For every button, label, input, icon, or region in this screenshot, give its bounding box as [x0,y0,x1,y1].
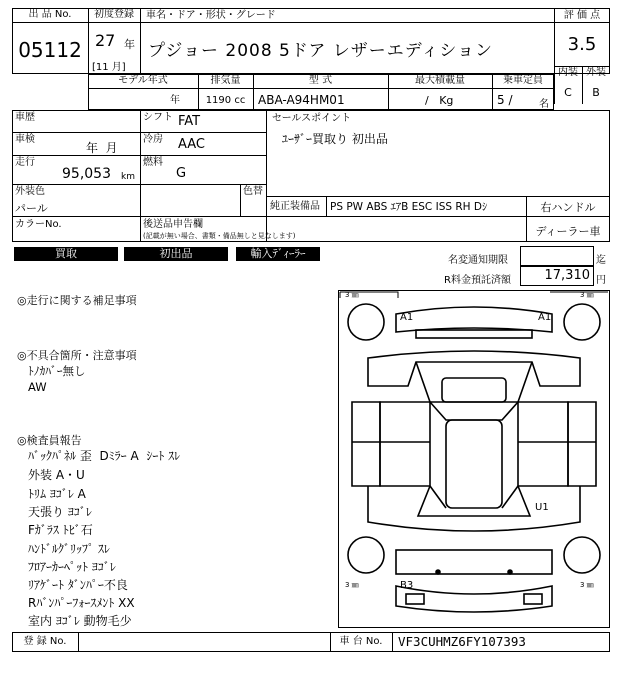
vehicle-label: 車名・ドア・形状・グレード [146,10,276,21]
equipment-label: 純正装備品 [270,201,320,212]
inspector-heading: ◎検査員報告 [17,434,82,447]
history-label: 車歴 [15,112,35,123]
inspector-item: ﾌﾛｱｰｶｰﾍﾟｯﾄ ﾖｺﾞﾚ [28,560,116,574]
capacity-label: 乗車定員 [503,75,543,86]
inspector-item: Rﾊﾞﾝﾊﾟｰﾌｫｰｽﾒﾝﾄ XX [28,596,135,610]
recycle-unit: 円 [596,275,606,286]
damage-mark: B3 [400,580,414,591]
steering-value: 右ハンドル [540,201,596,214]
mileage-unit: km [121,172,135,182]
tag-first-listing: 初出品 [124,247,228,261]
capacity-unit: 名 [539,99,549,110]
ext-color-label: 外装色 [15,186,45,197]
first-reg-month: [11 月] [92,62,126,73]
tire-depth-rl: 3 ㎜ [345,581,359,589]
inspection-label: 車検 [15,134,35,145]
defect-item: ﾄﾉｶﾊﾞｰ無し [28,364,86,378]
exterior-grade: B [592,86,600,99]
max-load-label: 最大積載量 [415,75,465,86]
name-change-label: 名変通知期限 [448,255,508,266]
interior-grade: C [564,86,572,99]
interior-label: 内装 [558,67,578,78]
tire-front-right [550,292,608,340]
model-code-label: 型 式 [308,75,333,86]
lot-label: 出 品 No. [28,9,72,20]
model-year-value: 年 [170,95,180,106]
lot-number: 05112 [18,38,82,62]
vehicle-name: プジョー 2008 5ドア レザーエディション [148,41,494,61]
inspector-item: 室内 ﾖｺﾞﾚ 動物毛少 [28,614,132,628]
front-bumper [396,307,552,332]
inspector-item: ﾊﾞｯｸﾊﾟﾈﾙ 歪 Dﾐﾗｰ A ｼｰﾄ ｽﾚ [28,449,181,463]
inspector-item: ﾘｱｹﾞｰﾄ ﾀﾞﾝﾊﾟｰ不良 [28,578,128,592]
capacity-value: 5 / [497,93,513,107]
chassis-value: VF3CUHMZ6FY107393 [398,634,526,649]
color-no-label: カラーNo. [15,219,62,230]
damage-mark: U1 [535,502,549,513]
damage-mark: A1 [400,312,414,323]
first-reg-year-unit: 年 [124,38,135,51]
exterior-label: 外装 [586,67,606,78]
displacement-label: 排気量 [210,75,241,86]
name-change-box [520,246,594,266]
tag-purchase: 買取 [14,247,118,261]
max-load-value: / Kg [425,94,454,107]
model-code-value: ABA-A94HM01 [258,93,345,107]
score-label: 評 価 点 [563,10,601,21]
color-change-label: 色替 [243,186,263,197]
mileage-label: 走行 [15,157,35,168]
name-change-unit: 迄 [596,255,606,266]
tire-depth-rr: 3 ㎜ [580,581,594,589]
docs-label: 後送品申告欄 [143,219,203,230]
inspector-item: ﾊﾝﾄﾞﾙｸﾞﾘｯﾌﾟ ｽﾚ [28,542,110,556]
ac-value: AAC [178,137,205,152]
fuel-value: G [176,166,187,181]
first-reg-year: 27 [95,31,116,50]
reg-no-label: 登 録 No. [23,636,67,647]
fuel-label: 燃料 [143,157,163,168]
chassis-label: 車 台 No. [339,636,383,647]
inspection-value: 年 月 [86,141,118,155]
score-value: 3.5 [567,34,597,55]
inspector-item: Fｶﾞﾗｽ ﾄﾋﾞ石 [28,523,93,537]
defects-heading: ◎不具合箇所・注意事項 [17,349,137,362]
sales-point-label: セールスポイント [272,113,352,124]
equipment-value: PS PW ABS ｴｱB ESC ISS RH Dｼ [330,201,488,213]
recycle-value: 17,310 [544,268,590,283]
tire-rear-left [348,537,384,573]
tag-import-dealer: 輸入ﾃﾞｨｰﾗｰ [236,247,320,261]
model-year-label: モデル年式 [118,75,168,86]
tire-depth-fl: 3 ㎜ [345,291,359,299]
driving-heading: ◎走行に関する補足事項 [17,294,137,307]
sales-point-value: ﾕｰｻﾞｰ買取り 初出品 [282,132,388,146]
defect-item: AW [28,380,47,394]
docs-note: (記載が無い場合、書類・備品無しと見なします) [143,232,296,240]
tire-depth-fr: 3 ㎜ [580,291,594,299]
shift-value: FAT [178,114,201,129]
tire-rear-right [564,537,600,573]
mileage-value: 95,053 [62,166,111,182]
dealer-value: ディーラー車 [535,225,601,238]
shift-label: シフト [143,112,173,123]
recycle-label: R料金預託済額 [444,275,511,286]
inspector-item: 外装 A・U [28,468,85,482]
ac-label: 冷房 [143,134,163,145]
inspector-item: ﾄﾘﾑ ﾖｺﾞﾚ A [28,487,86,501]
first-reg-label: 初度登録 [94,9,134,20]
damage-mark: A1 [538,312,552,323]
ext-color-value: パール [15,202,48,215]
displacement-value: 1190 cc [205,95,246,106]
car-damage-diagram [338,290,610,628]
inspector-item: 天張り ﾖｺﾞﾚ [28,505,92,519]
